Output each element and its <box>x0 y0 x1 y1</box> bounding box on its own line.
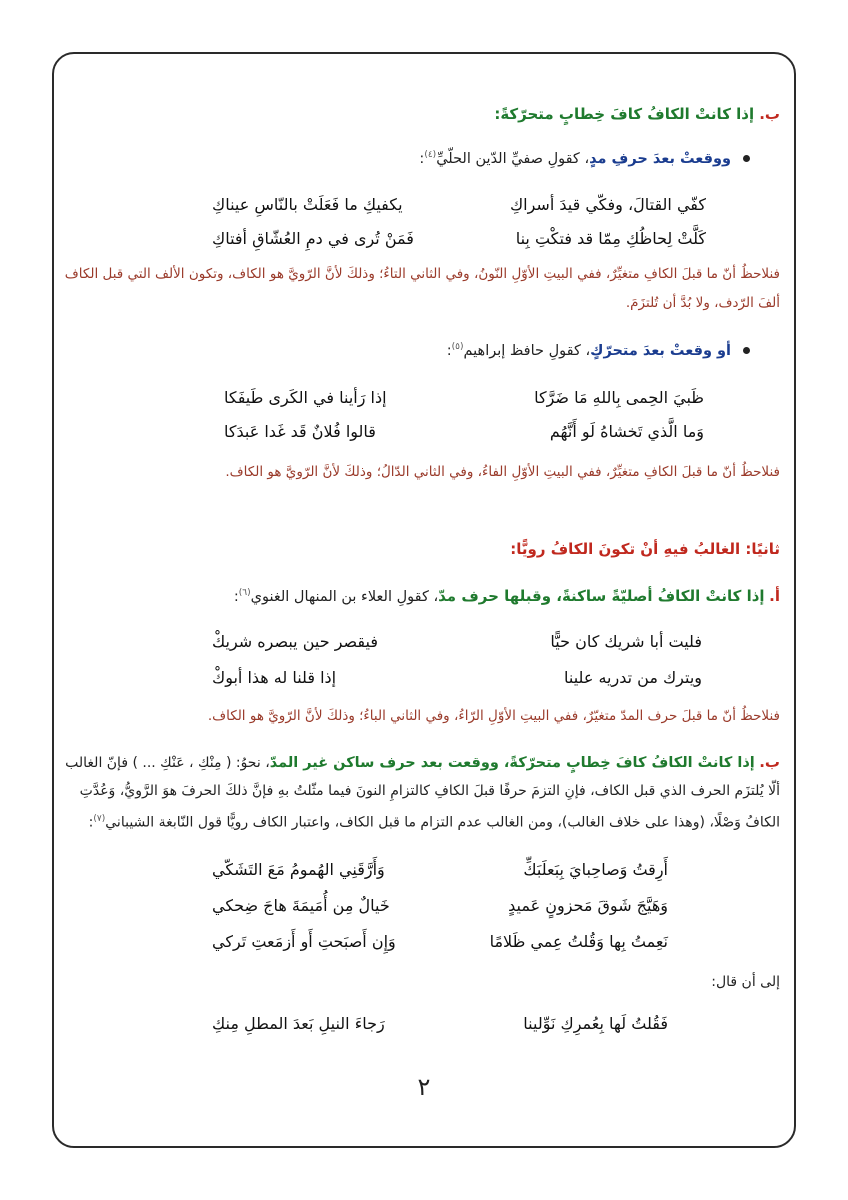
bullet-dot-icon <box>743 347 750 354</box>
sub-b-strong: إذا كانتْ الكافُ كافَ خِطابٍ متحرّكةً، ووقعت بعد حرف ساكن غير المدّ <box>269 755 755 771</box>
sub-b-paragraph <box>62 748 780 837</box>
verse-2-right: كَلَّتْ لِحاظُكِ مِمّا قد فتكْتِ بِنا <box>515 229 706 248</box>
verse-4-left: قالوا فُلانٌ قَد غَدا عَبدَكا <box>224 422 376 441</box>
sub-b-label: ب. <box>759 753 780 771</box>
note-3: فنلاحظُ أنّ ما قبلَ حرف المدّ متغيّرٌ، ففي البيتِ الأوّلِ الرّاءُ، وفي الثاني الباءُ؛ وذلكَ لأنَّ الرّويَّ هو الكاف. <box>207 708 780 724</box>
footnote-ref: (٦) <box>238 588 251 599</box>
page-number: ٢ <box>417 1073 431 1101</box>
sub-a-heading <box>62 587 780 605</box>
footnote-ref: (٧) <box>93 814 106 824</box>
verse-3-right: ظَبيَ الحِمى بِاللهِ مَا ضَرَّكا <box>534 388 704 407</box>
note-2: فنلاحظُ أنّ ما قبلَ الكافِ متغيِّرٌ، ففي البيتِ الأوّلِ الفاءُ، وفي الثاني الدّالُ؛ وذلكَ لأنَّ الرّويَّ هو الكاف. <box>225 464 780 480</box>
section-2-heading: ثانيًا: الغالبُ فيهِ أنْ تكونَ الكافُ رويًّا: <box>510 540 780 558</box>
sub-a-label: أ. <box>769 587 780 605</box>
verse-5-left: فيقصر حين يبصره شريكْ <box>212 632 378 651</box>
verse-6-left: إذا قلنا له هذا أبوكْ <box>212 668 337 687</box>
verse-10-right: فَقُلتُ لَها بِعُمرِكِ نَوِّلينا <box>523 1014 668 1033</box>
heading-label: ب. <box>759 105 780 123</box>
sub-a-rest: ، كقولِ العلاء بن المنهال الغنوي <box>250 589 439 605</box>
verse-6-right: ويترك من تدريه علينا <box>563 668 702 687</box>
verse-4-right: وَما الَّذي تَخشاهُ لَو أَنَّهُم <box>549 422 704 441</box>
sub-a-strong: إذا كانتْ الكافُ أصليّةً ساكنةً، وقبلها حرف مدّ <box>438 587 765 605</box>
verse-1-left: يكفيكِ ما فَعَلَتْ بالنّاسِ عيناكِ <box>212 195 403 214</box>
verse-1-right: كفّي القتالَ، وفكّي قيدَ أسراكِ <box>509 195 706 214</box>
sub-a-end: : <box>233 589 239 605</box>
verse-3-left: إذا رَأينا في الكَرى طَيفَكا <box>224 388 387 407</box>
bullet-strong: ووقعتْ بعدَ حرفِ مدٍ <box>589 150 731 167</box>
sub-b-rest: ، نحوُ: ( مِنْكِ ، عَنْكِ ... ) فإنّ الغالب ألّا يُلتزَم الحرف الذي قبل الكاف، فإنِ التزمَ حرفًا قبلَ الكافِ كالتزامِ النونَ فيما مثّلتُ بهِ فإنَّ ذلكَ الحرفَ هوَ الرَّويُّ، وَعُدَّتِ الكافُ وَصْلًا، (وهذا على خلاف الغالب)، ومن الغالب عدم التزام ما قبل الكاف، واعتبار الكاف رويًّا قول النّابغة الشيباني <box>65 755 780 831</box>
bullet-rest: ، كقولِ حافظ إبراهيم <box>463 342 591 359</box>
bullet-end: : <box>419 150 425 167</box>
footnote-ref: (٤) <box>424 150 437 160</box>
verse-7-right: أَرِقتُ وَصاحِبايَ بِبَعلَبَكِّ <box>523 860 668 879</box>
verse-5-right: فليت أبا شريك كان حيًّا <box>550 632 702 651</box>
verse-9-left: وَإِن أَصبَحتِ أَو أَزمَعتِ تَركي <box>212 932 396 951</box>
verse-9-right: نَعِمتُ بِها وَقُلتُ عِمي ظَلامًا <box>489 932 668 951</box>
bullet-madd <box>62 150 750 167</box>
bullet-strong: أو وقعتْ بعدَ متحرّكٍ <box>590 342 731 359</box>
bullet-dot-icon <box>743 155 750 162</box>
bullet-rest: ، كقولِ صفيِّ الدّين الحلّيِّ <box>436 150 590 167</box>
footnote-ref: (٥) <box>451 342 464 352</box>
heading-text: إذا كانتْ الكافُ كافَ خِطابٍ متحرّكةً: <box>494 105 755 123</box>
verse-7-left: وَأَرَّقَنِي الهُمومُ مَعَ التَشَكّي <box>212 860 385 879</box>
bullet-end: : <box>446 342 452 359</box>
note-1: فنلاحظُ أنّ ما قبلَ الكافِ متغيِّرٌ، ففي البيتِ الأوّلِ النّونُ، وفي الثاني التاءُ؛ وذلكَ لأنَّ الرّويَّ هو الكاف، وتكون الألف التي قبل الكاف ألفَ الرّدف، ولا بُدَّ أن تُلتزَمَ. <box>64 266 780 311</box>
verse-10-left: رَجاءَ النيلِ بَعدَ المطلِ مِنكِ <box>212 1014 385 1033</box>
section-b-heading <box>62 104 780 123</box>
bullet-mutaharrik <box>62 342 750 359</box>
verse-8-right: وَهَيَّجَ شَوقَ مَحزونٍ عَميدٍ <box>508 896 668 915</box>
verse-2-left: فَمَنْ تُرى في دمِ العُشّاقِ أفتاكِ <box>212 229 414 248</box>
until-said: إلى أن قال: <box>711 974 780 990</box>
sub-b-end: : <box>88 814 94 831</box>
verse-8-left: خَيالٌ مِن أُمَيمَةَ هاجَ ضِحكي <box>212 896 390 915</box>
